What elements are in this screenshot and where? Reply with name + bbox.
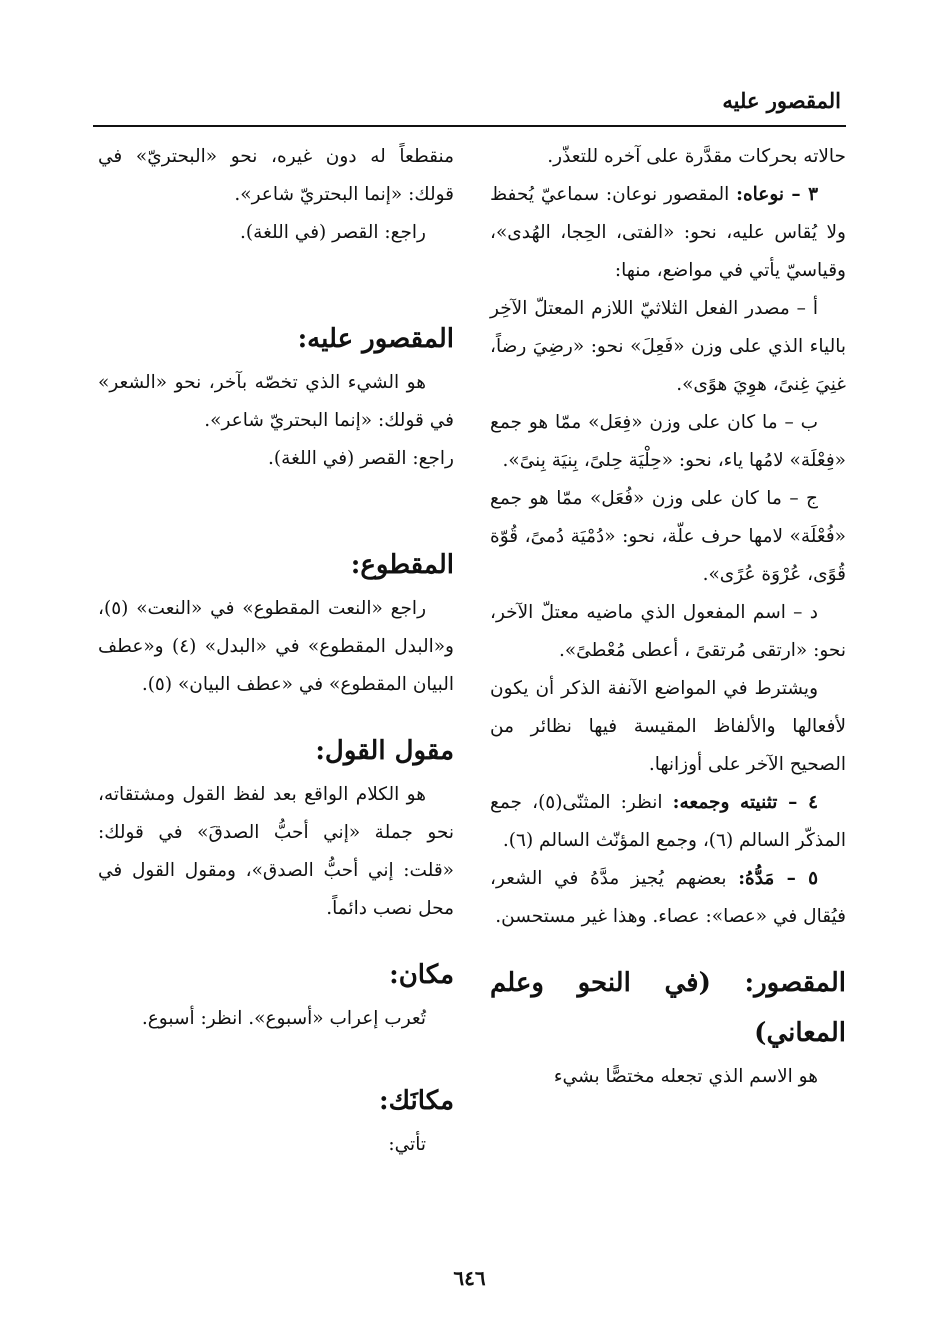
paragraph-lengthening	[490, 860, 846, 936]
paragraph-text: انظر: المثنّى(٥)، جمع المذكّر السالم (٦)، وجمع المؤنّث السالم (٦).	[490, 792, 846, 851]
entry-text: هو الكلام الواقع بعد لفظ القول ومشتقاته، نحو جملة «إني أحبُّ الصدقَ» في قولك: «قلت: إني أحبُّ الصدق»، ومقول القول في محل نصب دائماً.	[98, 784, 454, 919]
paragraph: ب – ما كان على وزن «فِعَل» ممّا هو جمع «فِعْلَة» لامُها ياء، نحو: «حِلْيَة حِلىً، بِنيَة بِنىً».	[490, 412, 846, 471]
entry-title: المقطوع:	[350, 550, 454, 580]
paragraph-text: بعضهم يُجيز مدَّهُ في الشعر، فيُقال في «عصا»: عصاء. وهذا غير مستحسن.	[490, 868, 846, 927]
paragraph: أ – مصدر الفعل الثلاثيّ اللازم المعتلّ الآخِر بالياء الذي على وزن «فَعِلَ» نحو: «رضِيَ رضاً، غنِيَ غِنىً، هوِيَ هوًى».	[490, 298, 846, 395]
paragraph: ويشترط في المواضع الآنفة الذكر أن يكون لأفعالها والألفاظ المقيسة فيها نظائر من الصحيح الآخر على أوزانها.	[490, 678, 846, 775]
spacer	[490, 936, 846, 958]
entry-title: المقصور عليه:	[297, 324, 454, 354]
left-column	[98, 138, 454, 1164]
paragraph: د – اسم المفعول الذي ماضيه معتلّ الآخر، نحو: «ارتقى مُرتقىً ، أعطى مُعْطىً».	[490, 602, 846, 661]
continued-text: منقطعاً له دون غيره، نحو «البحتريّ» في قولك: «إنما البحتريّ شاعر».	[98, 146, 454, 205]
cross-reference: راجع: القصر (في اللغة).	[268, 448, 454, 469]
entry-text: هو الشيء الذي تخصّه بآخر، نحو «الشعر» في قولك: «إنما البحتريّ شاعر».	[98, 372, 454, 431]
header-rule	[93, 125, 846, 127]
right-column	[490, 138, 846, 1096]
entry-title: المقصور: (في النحو وعلم المعاني)	[490, 968, 846, 1048]
numbered-lead: ٥ – مَدُّهُ:	[738, 868, 818, 889]
spacer	[98, 252, 454, 314]
entry-text: تُعرب إعراب «أسبوع». انظر: أسبوع.	[141, 1008, 426, 1029]
numbered-lead: ٣ – نوعاه:	[736, 184, 818, 205]
page-number: ٦٤٦	[453, 1266, 486, 1290]
cross-reference: راجع: القصر (في اللغة).	[240, 222, 426, 243]
paragraph: ج – ما كان على وزن «فُعَل» ممّا هو جمع «فُعْلَة» لامها حرف علّة، نحو: «دُمْيَة دُمىً، قُوّة قُوًى، عُرْوَة عُرًى».	[490, 488, 846, 585]
spacer	[98, 928, 454, 950]
paragraph-text: المقصور نوعان: سماعيّ يُحفظ ولا يُقاس عليه، نحو: «الفتى، الحِجا، الهُدى»، وقياسيّ يأتي في مواضع، منها:	[490, 184, 846, 281]
entry-title: مكانَك:	[379, 1086, 454, 1116]
spacer	[98, 704, 454, 726]
numbered-lead: ٤ – تثنيته وجمعه:	[672, 792, 818, 813]
entry-text: هو الاسم الذي تجعله مختصًّا بشيء	[553, 1066, 818, 1087]
running-head: المقصور عليه	[722, 88, 841, 113]
paragraph-types	[490, 176, 846, 290]
entry-title: مكان:	[389, 960, 454, 990]
spacer	[98, 478, 454, 540]
entry-title: مقول القول:	[315, 736, 454, 766]
entry-text: تأتي:	[388, 1134, 426, 1155]
paragraph: حالاته بحركات مقدَّرة على آخره للتعذّر.	[547, 146, 846, 167]
paragraph-dual-plural	[490, 784, 846, 860]
spacer	[98, 1038, 454, 1076]
entry-text: راجع «النعت المقطوع» في «النعت» (٥)، و«البدل المقطوع» في «البدل» (٤) و«عطف البيان المقطوع» في «عطف البيان» (٥).	[98, 598, 454, 695]
